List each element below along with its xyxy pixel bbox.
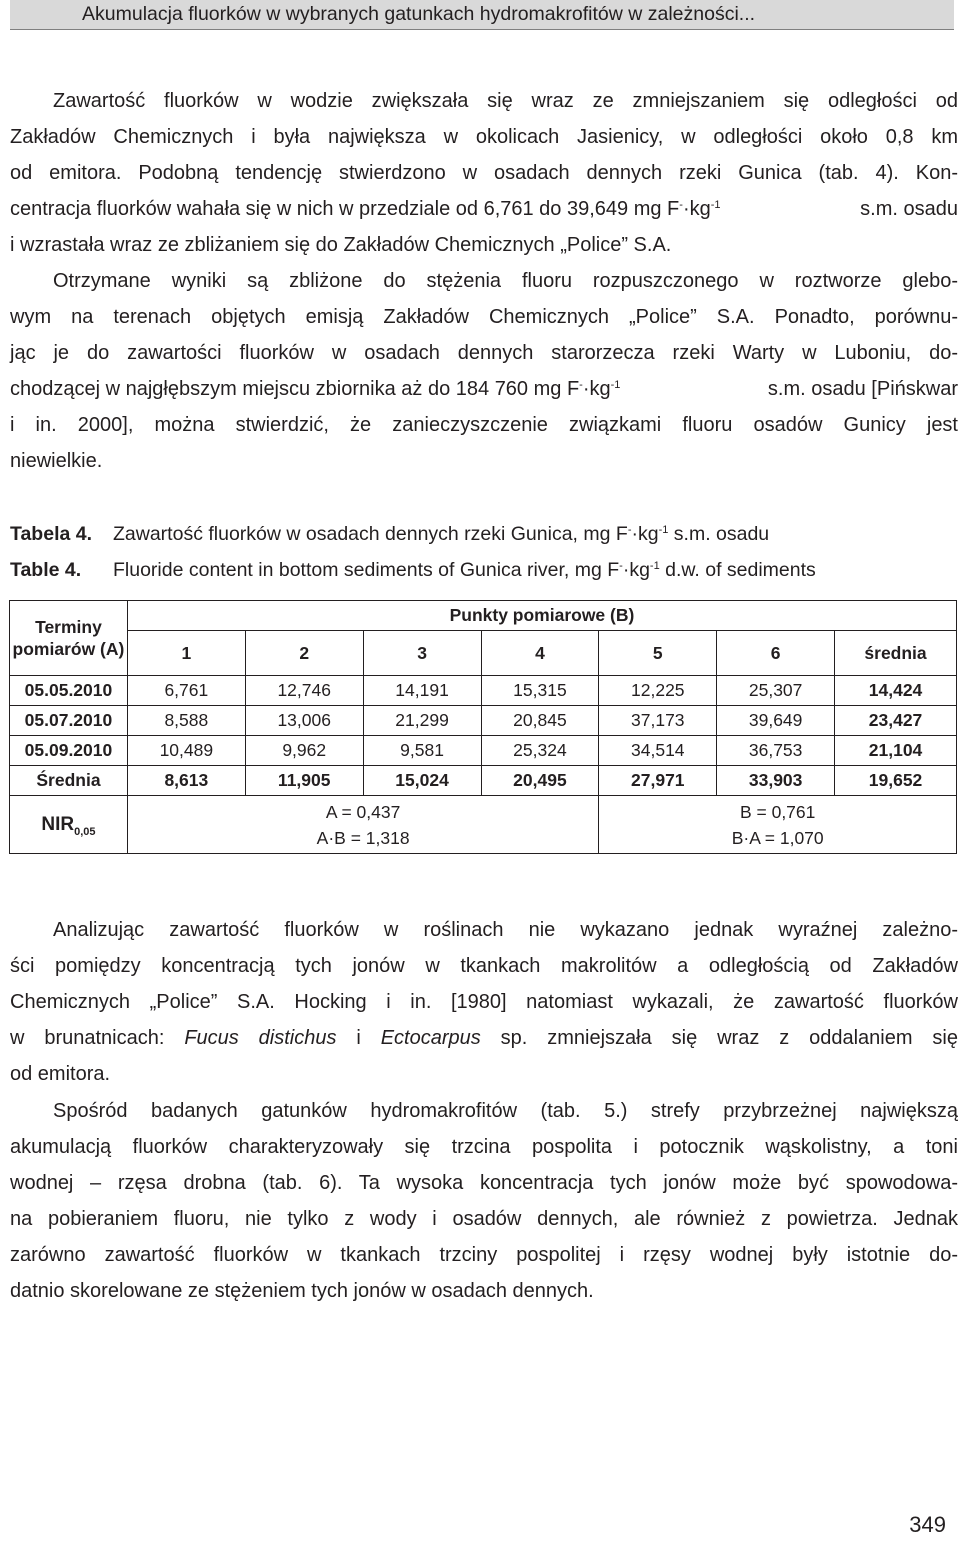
table-cell: 19,652: [835, 766, 957, 796]
text-line: od emitora.: [10, 1063, 111, 1085]
column-header: 5: [599, 631, 717, 676]
table-cell-mean: 23,427: [835, 706, 957, 736]
nir-ba: B·A = 1,070: [731, 827, 824, 848]
column-header: 2: [245, 631, 363, 676]
caption-text: s.m. osadu: [668, 523, 770, 545]
text-line: Zakładów Chemicznych i była największa w okolicach Jasienicy, w odległości około 0,8 km: [10, 126, 958, 148]
mean-row: [10, 766, 957, 796]
nir-ab: A·B = 1,318: [316, 827, 410, 848]
text-line: od emitora. Podobną tendencję stwierdzono w osadach dennych rzeki Gunica (tab. 4). Kon-: [10, 162, 958, 184]
paragraph-1: [10, 83, 958, 263]
table-cell: 20,845: [481, 706, 599, 736]
superscript: -1: [649, 560, 660, 572]
table-cell: 36,753: [717, 736, 835, 766]
caption-label: Table 4.: [10, 559, 82, 581]
text-fragment: sp. zmniejszała się wraz z oddalaniem się: [480, 1027, 958, 1049]
table-cell: 12,225: [599, 676, 717, 706]
table-cell: 33,903: [717, 766, 835, 796]
paragraph-3: [10, 912, 958, 1092]
text-fragment: centracja fluorków wahała się w nich w przedziale od 6,761 do 39,649 mg F: [10, 198, 680, 220]
text-fragment: i: [336, 1027, 381, 1049]
text-line: na pobieraniem fluoru, nie tylko z wody i osadów dennych, ale również z powietrza. Jednak: [10, 1208, 958, 1230]
paragraph-4: [10, 1093, 958, 1309]
row-date: 05.09.2010: [10, 736, 128, 766]
species-name: Ectocarpus: [380, 1027, 481, 1049]
table-cell: 10,489: [127, 736, 245, 766]
text-line: [10, 1020, 958, 1056]
table-cell: 25,307: [717, 676, 835, 706]
table-row: [10, 706, 957, 736]
text-line: [10, 371, 958, 407]
header-term: Terminy pomiarów (A): [10, 601, 128, 676]
text-line: Zawartość fluorków w wodzie zwiększała się wraz ze zmniejszaniem się odległości od: [53, 90, 958, 112]
table-cell: 14,191: [363, 676, 481, 706]
column-header: średnia: [835, 631, 957, 676]
nir-label: [10, 796, 128, 854]
table-cell: 9,962: [245, 736, 363, 766]
caption-text: d.w. of sediments: [659, 559, 816, 581]
text-line: wodnej – rzęsa drobna (tab. 6). Ta wysoka koncentracja tych jonów może być spowodowa-: [10, 1172, 958, 1194]
text-line: datnio skorelowane ze stężeniem tych jonów w osadach dennych.: [10, 1280, 594, 1302]
column-header: 1: [127, 631, 245, 676]
table-cell: 11,905: [245, 766, 363, 796]
text-line: niewielkie.: [10, 450, 103, 472]
text-line: wym na terenach objętych emisją Zakładów Chemicznych „Police” S.A. Ponadto, porównu-: [10, 306, 958, 328]
table-row: [10, 676, 957, 706]
nir-a: A = 0,437: [325, 801, 401, 822]
table-cell: 21,299: [363, 706, 481, 736]
nir-row: [10, 796, 957, 854]
table-cell: 8,613: [127, 766, 245, 796]
text-line: Analizując zawartość fluorków w roślinach nie wykazano jednak wyraźnej zależno-: [53, 919, 958, 941]
row-date: 05.07.2010: [10, 706, 128, 736]
superscript: -1: [658, 524, 669, 536]
table-cell-mean: 14,424: [835, 676, 957, 706]
nir-b-cell: [599, 796, 957, 854]
text-line: Otrzymane wyniki są zbliżone do stężenia fluoru rozpuszczonego w roztworze glebo-: [53, 270, 958, 292]
text-fragment: s.m. osadu: [860, 198, 958, 220]
text-line: akumulacją fluorków charakteryzowały się trzcina pospolita i potocznik wąskolistny, a toni: [10, 1136, 958, 1158]
text-line: ści pomiędzy koncentracją tych jonów w tkankach makrolitów a odległością od Zakładów: [10, 955, 958, 977]
superscript: -1: [710, 199, 721, 211]
superscript: -: [679, 199, 683, 211]
species-name: Fucus distichus: [184, 1027, 337, 1049]
nir-a-cell: [127, 796, 598, 854]
text-fragment: w brunatnicach:: [10, 1027, 185, 1049]
table-cell-mean: 21,104: [835, 736, 957, 766]
fluoride-table: [9, 600, 957, 854]
table-cell: 37,173: [599, 706, 717, 736]
table-cell: 39,649: [717, 706, 835, 736]
text-fragment: chodzącej w najgłębszym miejscu zbiornika aż do 184 760 mg F: [10, 378, 580, 400]
text-line: jąc je do zawartości fluorków w osadach dennych starorzecza rzeki Warty w Luboniu, do-: [10, 342, 958, 364]
table-caption-en: [10, 552, 958, 588]
table-cell: 34,514: [599, 736, 717, 766]
superscript: -: [619, 560, 623, 572]
running-header: [10, 0, 954, 30]
page-number: 349: [909, 1512, 946, 1537]
running-title: Akumulacja fluorków w wybranych gatunkach hydromakrofitów w zależności...: [82, 3, 756, 25]
column-header: 6: [717, 631, 835, 676]
text-fragment: ·kg: [682, 198, 711, 220]
header-points: Punkty pomiarowe (B): [127, 601, 956, 631]
text-line: Spośród badanych gatunków hydromakrofitów (tab. 5.) strefy przybrzeżnej największą: [53, 1100, 958, 1122]
table-cell: 13,006: [245, 706, 363, 736]
nir-text: NIR: [41, 813, 75, 835]
table-cell: 25,324: [481, 736, 599, 766]
table-cell: 9,581: [363, 736, 481, 766]
caption-text: Fluoride content in bottom sediments of Gunica river, mg F: [113, 559, 620, 581]
text-line: i wzrastała wraz ze zbliżaniem się do Zakładów Chemicznych „Police” S.A.: [10, 234, 672, 256]
row-date: 05.05.2010: [10, 676, 128, 706]
table-caption-pl: [10, 516, 958, 552]
paragraph-2: [10, 263, 958, 479]
text-line: Chemicznych „Police” S.A. Hocking i in. [1980] natomiast wykazali, że zawartość fluorków: [10, 991, 958, 1013]
table-cell: 20,495: [481, 766, 599, 796]
caption-text: Zawartość fluorków w osadach dennych rzeki Gunica, mg F: [113, 523, 628, 545]
caption-text: ·kg: [631, 523, 659, 545]
text-fragment: ·kg: [582, 378, 611, 400]
table-cell: 8,588: [127, 706, 245, 736]
nir-b: B = 0,761: [739, 801, 816, 822]
column-header: 3: [363, 631, 481, 676]
superscript: -: [579, 379, 583, 391]
mean-label: Średnia: [10, 766, 128, 796]
table-cell: 27,971: [599, 766, 717, 796]
caption-label: Tabela 4.: [10, 523, 93, 545]
table-cell: 6,761: [127, 676, 245, 706]
caption-text: ·kg: [622, 559, 650, 581]
column-header: 4: [481, 631, 599, 676]
subscript: 0,05: [74, 825, 96, 838]
text-line: zarówno zawartość fluorków w tkankach trzciny pospolitej i rzęsy wodnej były istotnie do-: [10, 1244, 958, 1266]
superscript: -1: [610, 379, 621, 391]
text-line: i in. 2000], można stwierdzić, że zanieczyszczenie związkami fluoru osadów Gunicy jest: [10, 414, 958, 436]
table-cell: 15,315: [481, 676, 599, 706]
text-line: [10, 191, 958, 227]
text-fragment: s.m. osadu [Pińskwar: [767, 378, 958, 400]
superscript: -: [627, 524, 632, 536]
table-cell: 12,746: [245, 676, 363, 706]
table-cell: 15,024: [363, 766, 481, 796]
table-row: [10, 736, 957, 766]
